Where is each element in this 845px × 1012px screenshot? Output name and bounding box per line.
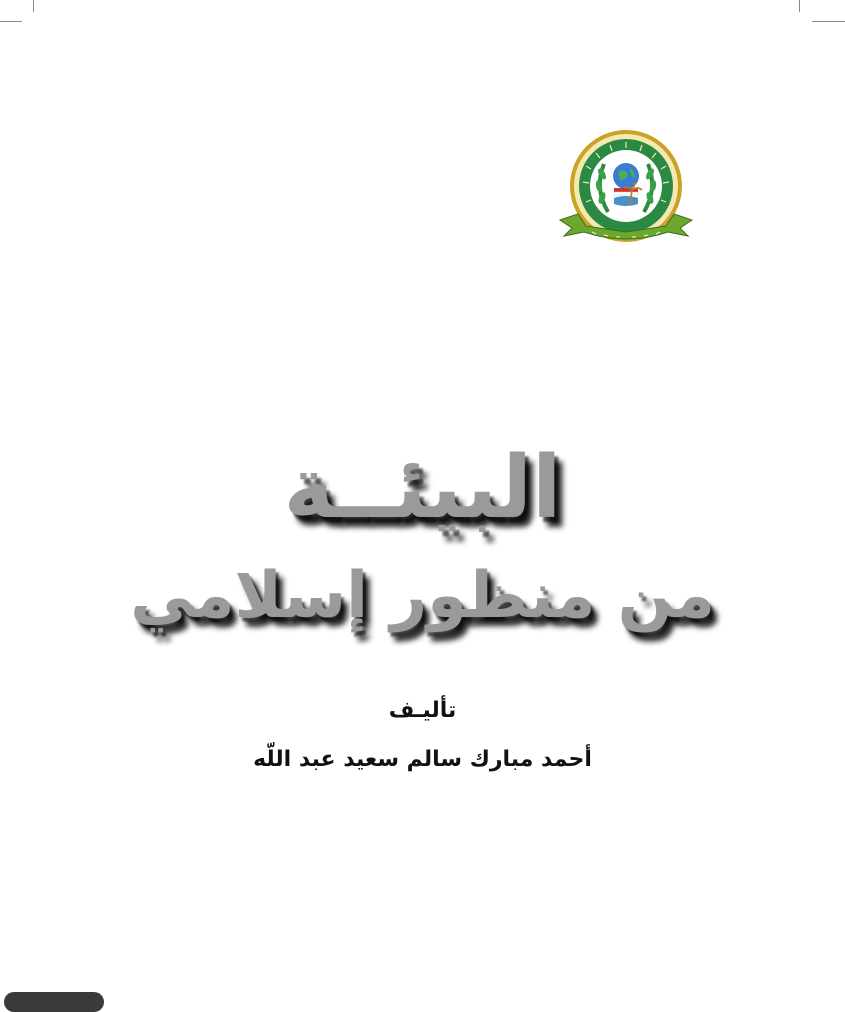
book-title: البيئــة <box>283 438 562 538</box>
organization-emblem-icon <box>556 128 696 252</box>
author-name: أحمد مبارك سالم سعيد عبد اللّه <box>253 747 592 772</box>
crop-mark-top-right-vertical <box>799 0 800 12</box>
crop-mark-top-left-vertical <box>33 0 34 12</box>
authored-by-label: تأليـف <box>388 698 457 723</box>
emblem-graphic <box>556 128 696 252</box>
bottom-edge-tab <box>4 992 104 1012</box>
crop-mark-top-left-horizontal <box>0 21 22 22</box>
sea-icon <box>614 196 638 206</box>
book-subtitle: من منظور إسلامي <box>130 559 715 633</box>
crop-mark-top-right-horizontal <box>812 21 845 22</box>
